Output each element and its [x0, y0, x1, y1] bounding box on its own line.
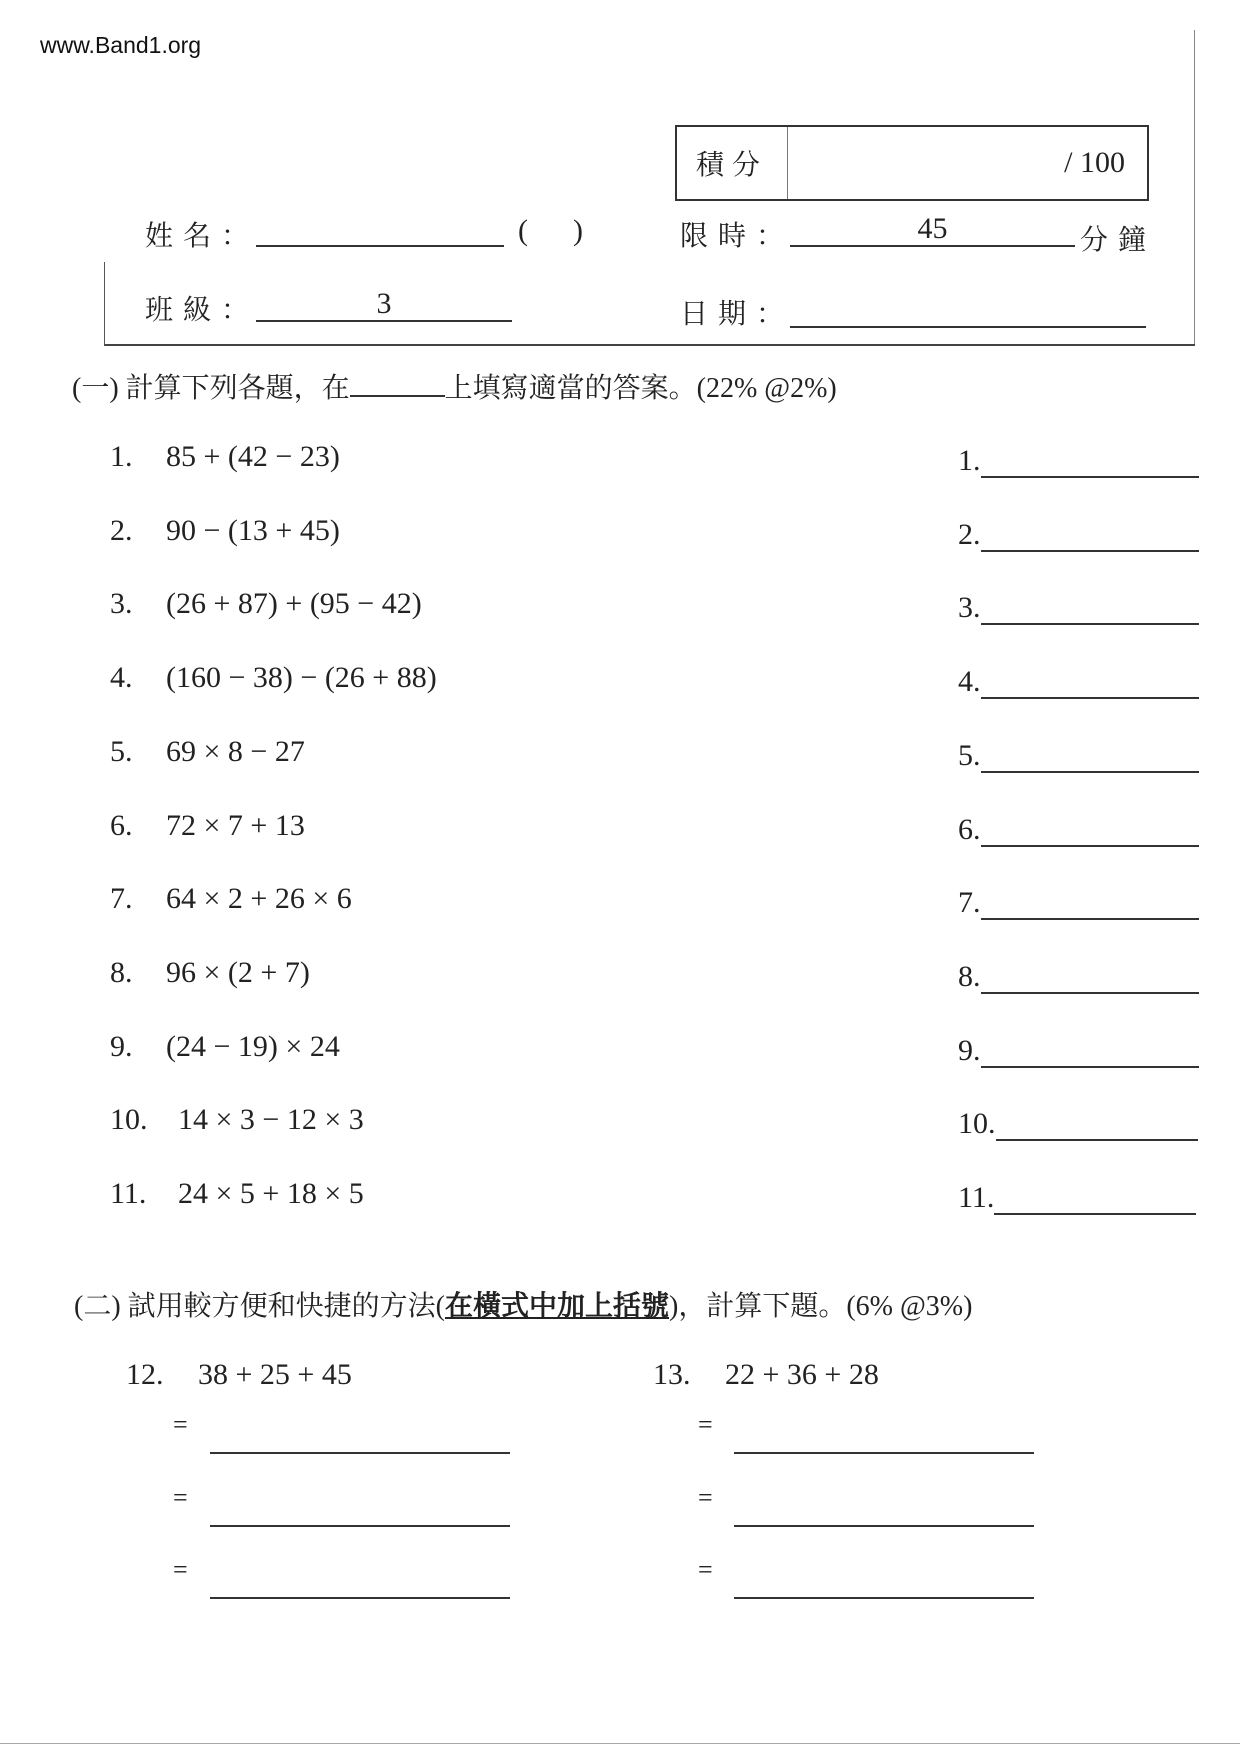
- answer-line[interactable]: [981, 595, 1199, 625]
- answer-line[interactable]: [981, 964, 1199, 994]
- question-expression: 69 × 8 − 27: [166, 734, 305, 768]
- answer-field-11[interactable]: [958, 1181, 1196, 1215]
- equals-sign: =: [173, 1410, 188, 1439]
- section2-heading-suffix: )，計算下題。(6% @3%): [669, 1291, 973, 1322]
- answer-label: 10.: [958, 1107, 996, 1141]
- answer-field-4[interactable]: [958, 665, 1199, 699]
- answer-label: 6.: [958, 812, 981, 846]
- answer-line[interactable]: [981, 743, 1199, 773]
- question-10: [110, 1103, 364, 1137]
- question-number: 6.: [110, 808, 133, 842]
- watermark-url: www.Band1.org: [40, 32, 202, 58]
- question-12: [126, 1358, 352, 1392]
- question-8: [110, 956, 310, 990]
- answer-field-3[interactable]: [958, 591, 1199, 625]
- question-number: 3.: [110, 587, 133, 621]
- question-expression: 22 + 36 + 28: [725, 1358, 879, 1391]
- answer-field-6[interactable]: [958, 813, 1199, 847]
- question-11: [110, 1177, 364, 1211]
- question-number: 10.: [110, 1103, 148, 1137]
- section1-heading: [72, 366, 837, 406]
- answer-field-1[interactable]: [958, 444, 1199, 478]
- score-box: [675, 125, 1149, 201]
- class-field[interactable]: 3: [256, 288, 512, 322]
- answer-line[interactable]: [996, 1111, 1198, 1141]
- question-expression: 72 × 7 + 13: [166, 808, 305, 842]
- question-expression: 24 × 5 + 18 × 5: [178, 1177, 364, 1210]
- question-number: 9.: [110, 1029, 133, 1063]
- question-expression: 90 − (13 + 45): [166, 513, 340, 547]
- time-value: 45: [790, 213, 1075, 247]
- answer-label: 1.: [958, 444, 981, 477]
- question-number: 7.: [110, 882, 133, 916]
- score-label: 積分: [677, 127, 788, 199]
- answer-label: 11.: [958, 1181, 995, 1214]
- name-label: 姓名：: [145, 221, 260, 252]
- working-line-12-2[interactable]: [210, 1525, 510, 1527]
- section2-heading-prefix: (二) 試用較方便和快捷的方法(: [74, 1291, 445, 1322]
- question-5: [110, 735, 305, 769]
- section2-heading: [74, 1284, 972, 1324]
- question-2: [110, 514, 340, 548]
- answer-field-5[interactable]: [958, 739, 1199, 773]
- working-line-13-1[interactable]: [734, 1452, 1034, 1454]
- answer-line[interactable]: [981, 448, 1199, 478]
- question-number: 12.: [126, 1358, 164, 1391]
- answer-line[interactable]: [981, 522, 1199, 552]
- time-label: 限時：: [680, 221, 795, 252]
- answer-field-7[interactable]: [958, 886, 1199, 920]
- blank-sample: [350, 371, 445, 397]
- question-number: 1.: [110, 440, 133, 473]
- working-line-13-2[interactable]: [734, 1525, 1034, 1527]
- answer-label: 3.: [958, 591, 981, 625]
- answer-field-8[interactable]: [958, 960, 1199, 994]
- question-6: [110, 809, 305, 843]
- class-number-paren[interactable]: ( ): [518, 214, 583, 247]
- answer-line[interactable]: [981, 1038, 1199, 1068]
- question-expression: (24 − 19) × 24: [166, 1029, 340, 1063]
- question-expression: (26 + 87) + (95 − 42): [166, 587, 422, 621]
- answer-field-10[interactable]: [958, 1107, 1198, 1141]
- answer-line[interactable]: [994, 1185, 1196, 1215]
- equals-sign: =: [173, 1555, 188, 1584]
- section2-heading-emphasis: 在橫式中加上括號: [444, 1291, 669, 1322]
- question-expression: (160 − 38) − (26 + 88): [166, 661, 437, 695]
- question-expression: 38 + 25 + 45: [198, 1358, 352, 1391]
- question-expression: 14 × 3 − 12 × 3: [178, 1103, 364, 1137]
- question-number: 5.: [110, 734, 133, 768]
- answer-label: 5.: [958, 738, 981, 772]
- question-1: [110, 440, 340, 474]
- answer-field-2[interactable]: [958, 518, 1199, 552]
- question-7: [110, 882, 352, 916]
- answer-label: 8.: [958, 959, 981, 993]
- answer-label: 4.: [958, 665, 981, 699]
- question-expression: 96 × (2 + 7): [166, 955, 310, 989]
- question-4: [110, 661, 437, 695]
- date-field[interactable]: [790, 294, 1146, 328]
- date-label: 日期：: [680, 299, 795, 330]
- answer-field-9[interactable]: [958, 1034, 1199, 1068]
- question-number: 2.: [110, 513, 133, 547]
- answer-line[interactable]: [981, 817, 1199, 847]
- score-value: / 100: [1064, 146, 1125, 179]
- working-line-12-3[interactable]: [210, 1597, 510, 1599]
- equals-sign: =: [698, 1483, 713, 1512]
- equals-sign: =: [698, 1410, 713, 1439]
- working-line-12-1[interactable]: [210, 1452, 510, 1454]
- answer-label: 7.: [958, 886, 981, 920]
- question-3: [110, 587, 422, 621]
- question-13: [653, 1358, 879, 1392]
- question-number: 8.: [110, 955, 133, 989]
- question-expression: 64 × 2 + 26 × 6: [166, 882, 352, 916]
- answer-line[interactable]: [981, 890, 1199, 920]
- time-unit: 分鐘: [1080, 225, 1157, 256]
- question-expression: 85 + (42 − 23): [166, 440, 340, 473]
- name-field[interactable]: [256, 213, 504, 247]
- answer-line[interactable]: [981, 669, 1199, 699]
- question-number: 13.: [653, 1358, 691, 1391]
- page-bottom-line: [0, 1743, 1240, 1744]
- working-line-13-3[interactable]: [734, 1597, 1034, 1599]
- question-number: 11.: [110, 1177, 147, 1210]
- equals-sign: =: [173, 1483, 188, 1512]
- class-label: 班級：: [145, 295, 260, 326]
- section1-heading-prefix: (一) 計算下列各題，在: [72, 373, 350, 404]
- equals-sign: =: [698, 1555, 713, 1584]
- section1-heading-suffix: 上填寫適當的答案。(22% @2%): [444, 373, 837, 404]
- answer-label: 9.: [958, 1033, 981, 1067]
- question-number: 4.: [110, 661, 133, 695]
- answer-label: 2.: [958, 517, 981, 551]
- question-9: [110, 1030, 340, 1064]
